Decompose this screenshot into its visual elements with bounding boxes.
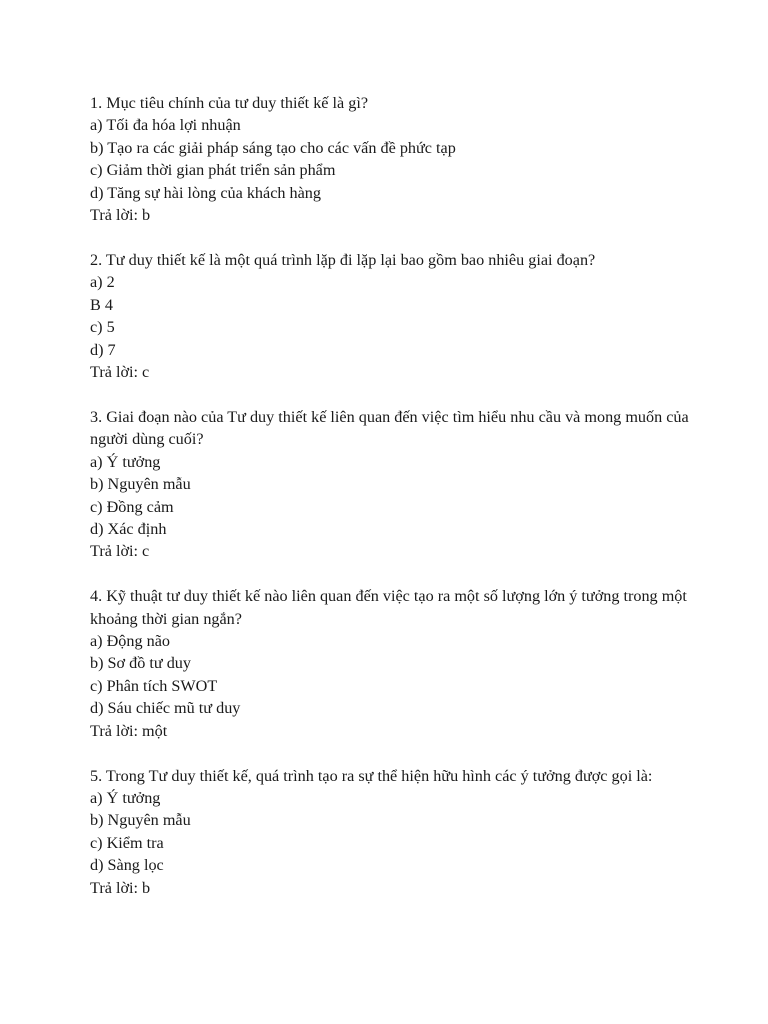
answer: Trả lời: c bbox=[90, 542, 150, 561]
answer: Trả lời: b bbox=[90, 878, 151, 897]
option-d: d) Tăng sự hài lòng của khách hàng bbox=[90, 183, 321, 202]
question-text: 4. Kỹ thuật tư duy thiết kế nào liên quan đến việc tạo ra một số lượng lớn ý tưởng trong một khoảng thời gian ngắn? bbox=[90, 587, 687, 628]
question-text: 1. Mục tiêu chính của tư duy thiết kế là gì? bbox=[90, 94, 369, 112]
option-d: d) Xác định bbox=[90, 519, 167, 538]
option-a: a) Ý tưởng bbox=[90, 788, 161, 807]
answer: Trả lời: b bbox=[90, 206, 151, 225]
option-a: a) Tối đa hóa lợi nhuận bbox=[90, 116, 241, 135]
question-1 bbox=[90, 92, 690, 226]
answer: Trả lời: c bbox=[90, 362, 150, 381]
option-c: c) Kiểm tra bbox=[90, 833, 164, 852]
option-d: d) 7 bbox=[90, 340, 116, 359]
option-a: a) Ý tưởng bbox=[90, 452, 161, 471]
option-b: B 4 bbox=[90, 295, 113, 314]
question-3 bbox=[90, 406, 690, 563]
option-b: b) Nguyên mẫu bbox=[90, 811, 191, 830]
option-c: c) Giảm thời gian phát triển sản phẩm bbox=[90, 161, 336, 180]
question-2 bbox=[90, 249, 690, 383]
option-b: b) Tạo ra các giải pháp sáng tạo cho các vấn đề phức tạp bbox=[90, 138, 456, 157]
question-text: 3. Giai đoạn nào của Tư duy thiết kế liên quan đến việc tìm hiểu nhu cầu và mong muốn của người dùng cuối? bbox=[90, 407, 689, 449]
option-b: b) Nguyên mẫu bbox=[90, 475, 191, 494]
answer: Trả lời: một bbox=[90, 721, 168, 740]
option-d: d) Sàng lọc bbox=[90, 856, 164, 875]
option-a: a) 2 bbox=[90, 273, 115, 292]
question-5 bbox=[90, 765, 690, 899]
document-page bbox=[90, 92, 690, 922]
option-d: d) Sáu chiếc mũ tư duy bbox=[90, 699, 241, 718]
option-a: a) Động não bbox=[90, 632, 171, 651]
question-text: 2. Tư duy thiết kế là một quá trình lặp đi lặp lại bao gồm bao nhiêu giai đoạn? bbox=[90, 250, 596, 269]
question-4 bbox=[90, 585, 690, 742]
option-c: c) Phân tích SWOT bbox=[90, 676, 218, 695]
option-b: b) Sơ đồ tư duy bbox=[90, 654, 191, 673]
option-c: c) 5 bbox=[90, 318, 115, 337]
option-c: c) Đồng cảm bbox=[90, 497, 174, 516]
question-text: 5. Trong Tư duy thiết kế, quá trình tạo ra sự thể hiện hữu hình các ý tưởng được gọi là: bbox=[90, 766, 653, 785]
